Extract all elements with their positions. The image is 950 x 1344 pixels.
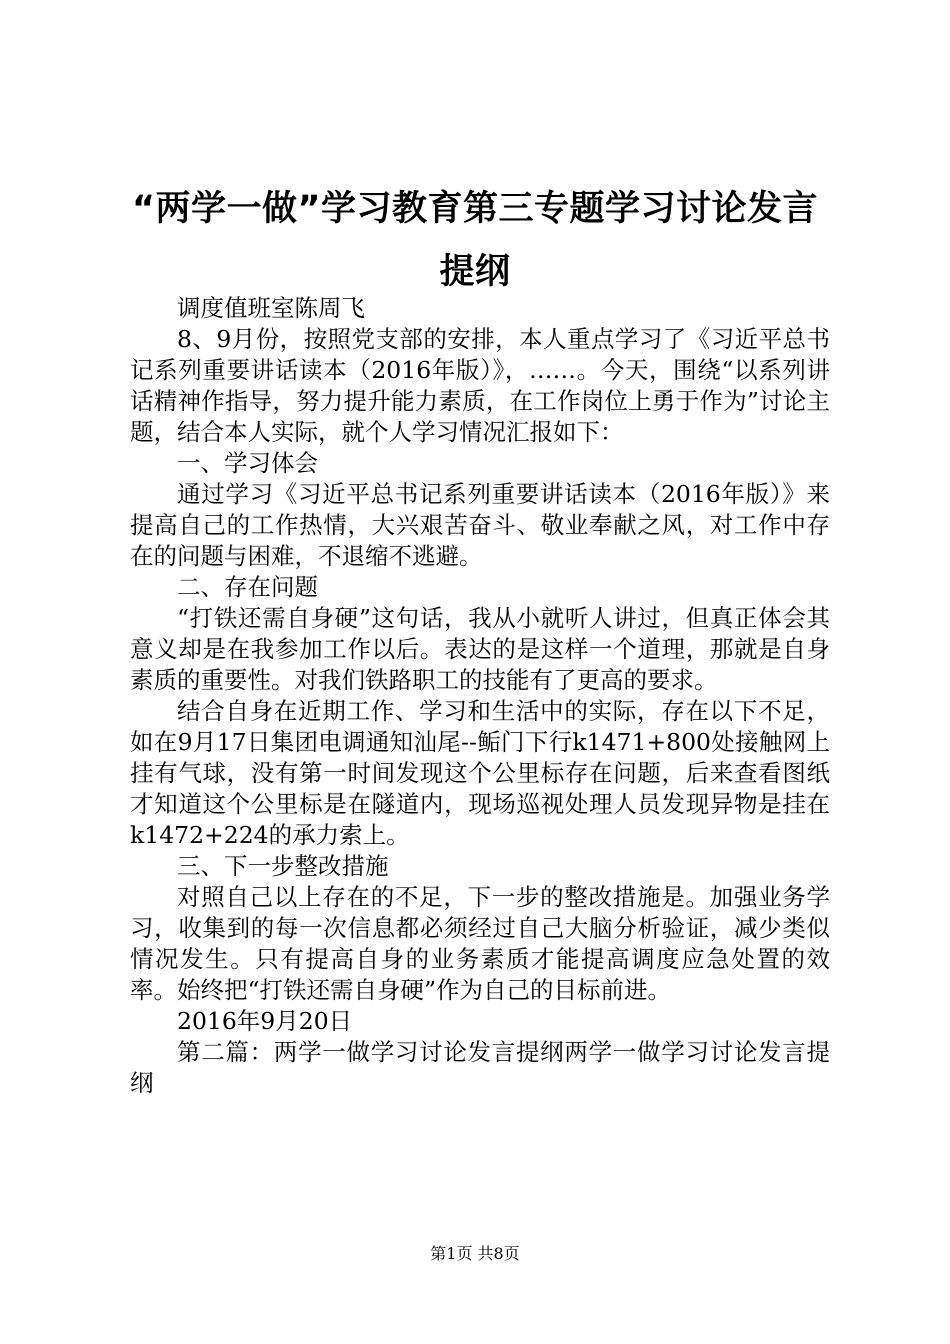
learning-paragraph: 通过学习《习近平总书记系列重要讲话读本（2016年版）》来提高自己的工作热情，大兴艰苦奋斗、敬业奉献之风，对工作中存在的问题与困难，不退缩不逃避。 [130,480,830,570]
problems-paragraph-2: 结合自身在近期工作、学习和生活中的实际，存在以下不足，如在9月17日集团电调通知汕尾--鲘门下行k1471+800处接触网上挂有气球，没有第一时间发现这个公里标存在问题，后来查看图纸才知道这个公里标是在隧道内，现场巡视处理人员发现异物是挂在k1472+224的承力索上。 [130,697,830,849]
document-title: “两学一做”学习教育第三专题学习讨论发言提纲 [131,189,818,292]
section-heading-learning: 一、学习体会 [177,449,318,477]
section-heading-measures: 三、下一步整改措施 [177,852,389,880]
document-body [130,293,830,1099]
problems-paragraph-1: “打铁还需自身硬”这句话，我从小就听人讲过，但真正体会其意义却是在我参加工作以后。表达的是这样一个道理，那就是自身素质的重要性。对我们铁路职工的技能有了更高的要求。 [130,604,830,694]
measures-paragraph: 对照自己以上存在的不足，下一步的整改措施是。加强业务学习，收集到的每一次信息都必须经过自己大脑分析验证，减少类似情况发生。只有提高自身的业务素质才能提高调度应急处置的效率。始终把“打铁还需自身硬”作为自己的目标前进。 [130,883,830,1004]
date-line: 2016年9月20日 [177,1007,353,1035]
section-heading-problems: 二、存在问题 [177,573,318,601]
next-article-line: 第二篇：两学一做学习讨论发言提纲两学一做学习讨论发言提纲 [130,1038,830,1097]
intro-paragraph: 8、9月份，按照党支部的安排，本人重点学习了《习近平总书记系列重要讲话读本（2016年版）》，……。今天，围绕“以系列讲话精神作指导，努力提升能力素质，在工作岗位上勇于作为”讨论主题，结合本人实际，就个人学习情况汇报如下： [130,325,830,446]
page-footer: 第1页 共8页 [430,1244,520,1263]
author-line: 调度值班室陈周飞 [177,294,365,322]
